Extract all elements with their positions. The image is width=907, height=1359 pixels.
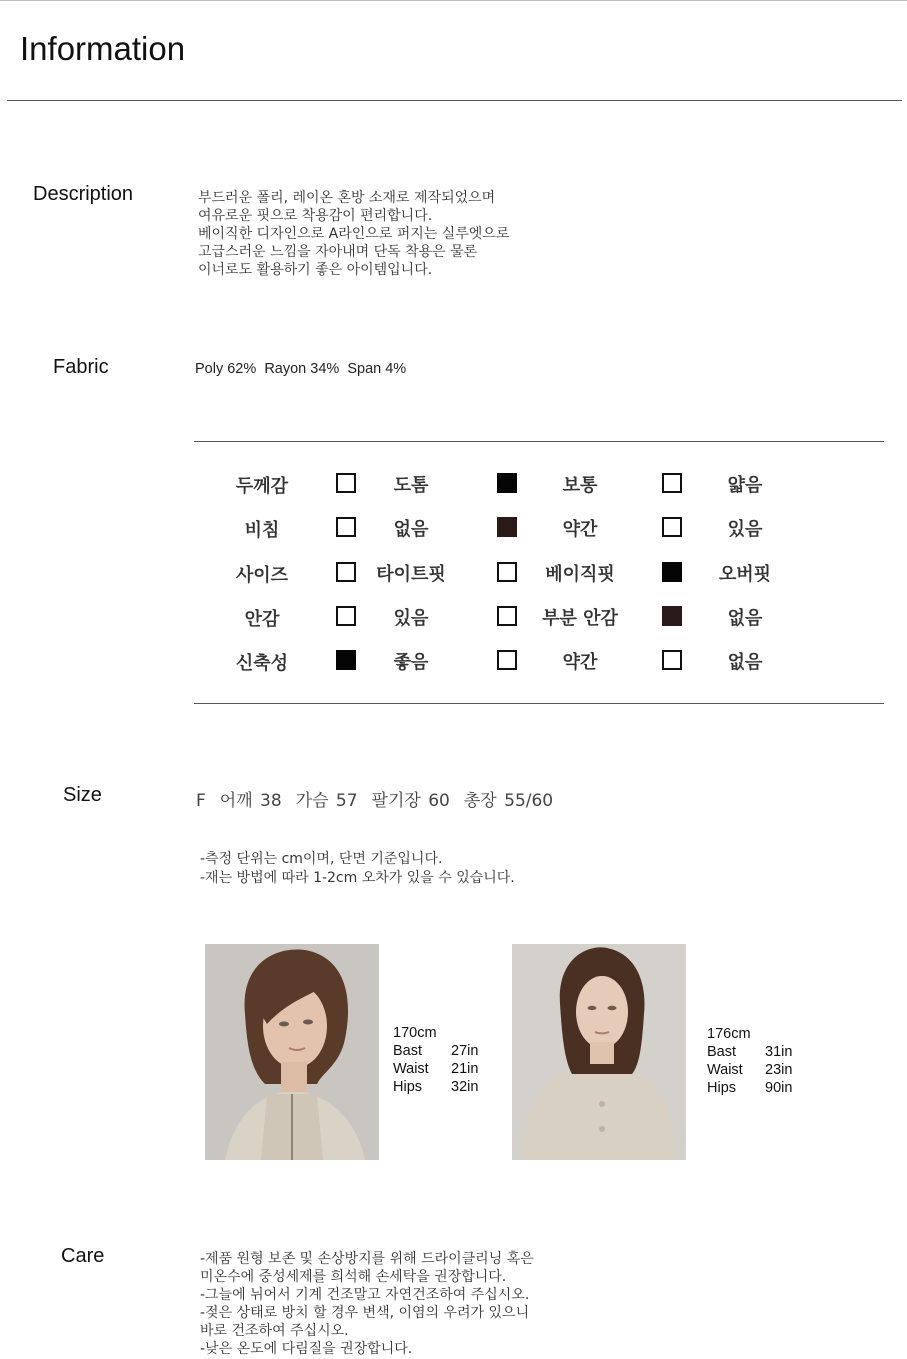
model-photo-2 <box>512 944 686 1160</box>
checkbox-unchecked <box>336 606 356 626</box>
model-info-2 <box>707 1025 792 1097</box>
attribute-label: 사이즈 <box>235 565 289 586</box>
size-shoulder: 어깨 38 <box>219 791 282 811</box>
checkbox-checked <box>497 517 517 537</box>
model-stat-row: Waist 21in <box>393 1061 479 1077</box>
checkbox-unchecked <box>336 562 356 582</box>
size-chest: 가슴 57 <box>295 791 358 811</box>
attribute-option: 베이직핏 <box>545 564 615 585</box>
model-height: 176cm <box>707 1026 751 1042</box>
checkbox-unchecked <box>336 517 356 537</box>
checkbox-unchecked <box>662 473 682 493</box>
grid-top-rule <box>194 441 884 442</box>
description-text: 부드러운 폴리, 레이온 혼방 소재로 제작되었으며 여유로운 핏으로 착용감이 편리합니다. 베이직한 디자인으로 A라인으로 퍼지는 실루엣으로 고급스러운 느낌을 자아내며 단독 착용은 물론 이너로도 활용하기 좋은 아이템입니다. <box>198 190 510 278</box>
attribute-label: 안감 <box>244 609 280 630</box>
model-stat-row: Bast 27in <box>393 1043 479 1059</box>
attribute-label: 신축성 <box>235 653 289 674</box>
model-stat-row: Waist 23in <box>707 1062 793 1078</box>
model-stat-row: Hips 90in <box>707 1080 793 1096</box>
size-length: 총장 55/60 <box>463 791 554 811</box>
care-label: Care <box>61 1245 105 1267</box>
checkbox-unchecked <box>497 650 517 670</box>
checkbox-unchecked <box>497 606 517 626</box>
attribute-label: 두께감 <box>235 476 289 497</box>
size-sleeve: 팔기장 60 <box>371 791 450 811</box>
model-height: 170cm <box>393 1025 437 1041</box>
attribute-option: 타이트핏 <box>376 564 446 585</box>
attribute-option: 없음 <box>393 519 429 540</box>
attribute-option: 보통 <box>562 475 598 496</box>
size-notes: -측정 단위는 cm이며, 단면 기준입니다. -재는 방법에 따라 1-2cm 오차가 있을 수 있습니다. <box>200 851 515 886</box>
page-title: Information <box>20 30 186 67</box>
checkbox-checked <box>497 473 517 493</box>
attribute-option: 약간 <box>562 652 598 673</box>
checkbox-unchecked <box>662 650 682 670</box>
attribute-label: 비침 <box>244 520 280 541</box>
checkbox-checked <box>662 562 682 582</box>
fabric-label: Fabric <box>53 356 109 378</box>
size-measurements <box>196 786 553 811</box>
checkbox-unchecked <box>497 562 517 582</box>
model-stat-row: Hips 32in <box>393 1079 479 1095</box>
attribute-option: 없음 <box>727 608 763 629</box>
size-label: Size <box>63 784 102 806</box>
attribute-option: 도톰 <box>393 475 429 496</box>
description-label: Description <box>33 183 134 205</box>
attribute-option: 있음 <box>393 608 429 629</box>
checkbox-checked <box>662 606 682 626</box>
top-border <box>0 0 907 1</box>
title-divider <box>7 100 902 101</box>
model-photo-1 <box>205 944 379 1160</box>
size-code: F <box>196 791 206 811</box>
checkbox-checked <box>336 650 356 670</box>
attribute-option: 없음 <box>727 652 763 673</box>
attribute-option: 약간 <box>562 519 598 540</box>
model-stat-row: Bast 31in <box>707 1044 793 1060</box>
fabric-text: Poly 62% Rayon 34% Span 4% <box>195 361 407 377</box>
care-text: -제품 원형 보존 및 손상방지를 위해 드라이클리닝 혹은 미온수에 중성세제를 희석해 손세탁을 권장합니다. -그늘에 뉘어서 기계 건조말고 자연건조하여 주십시오. -젖은 상태로 방치 할 경우 변색, 이염의 우려가 있으니 바로 건조하여 주십시오. -낮은 온도에 다림질을 권장합니다. <box>200 1251 534 1357</box>
attribute-option: 오버핏 <box>718 564 772 585</box>
checkbox-unchecked <box>336 473 356 493</box>
model-info-1 <box>393 1024 478 1096</box>
attribute-option: 좋음 <box>393 652 429 673</box>
attribute-option: 얇음 <box>727 475 763 496</box>
attribute-option: 있음 <box>727 519 763 540</box>
grid-bottom-rule <box>194 703 884 704</box>
attribute-option: 부분 안감 <box>542 608 618 629</box>
checkbox-unchecked <box>662 517 682 537</box>
